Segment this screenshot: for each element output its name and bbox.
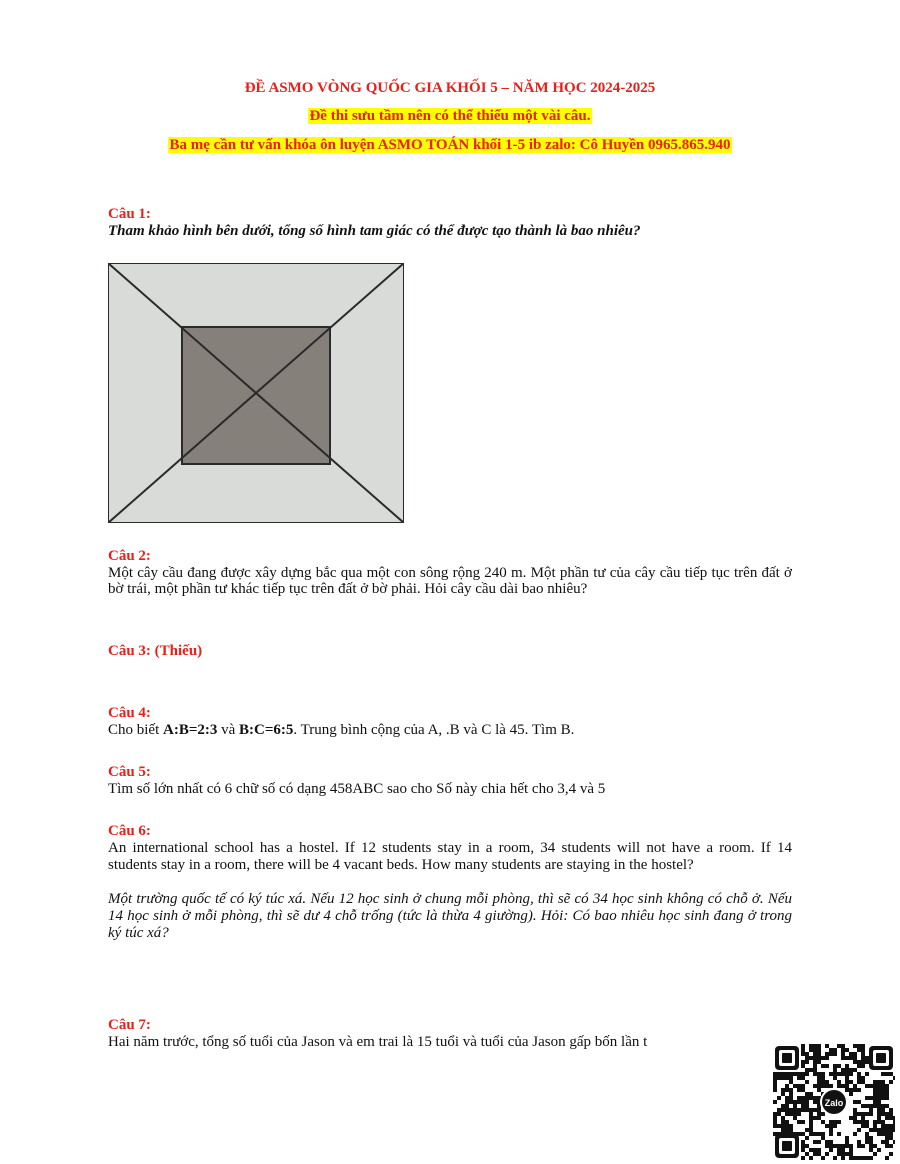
question-1-body: Tham khảo hình bên dưới, tổng số hình tam giác có thể được tạo thành là bao nhiêu? [108,223,641,239]
document-title: ĐỀ ASMO VÒNG QUỐC GIA KHỐI 5 – NĂM HỌC 2024-2025 [244,80,656,96]
collected-note-text: Đề thi sưu tầm nên có thể thiếu một vài câu. [309,108,591,124]
question-6-title: Câu 6: [108,823,151,839]
question-3-title: Câu 3: (Thiếu) [108,643,203,659]
qr-finder-top-right-icon [869,1046,893,1070]
question-7 [108,1017,764,1051]
qr-finder-top-left-icon [775,1046,799,1070]
question-1-title: Câu 1: [108,206,151,222]
zalo-qr-code [773,1044,895,1160]
contact-banner [0,137,900,154]
question-6-body-en: An international school has a hostel. If 12 students stay in a room, 34 students will not have a room. If 14 students stay in a room, there will be 4 vacant beds. How many students are staying in the hostel? [108,840,792,873]
question-4-title: Câu 4: [108,705,151,721]
question-5-body: Tìm số lớn nhất có 6 chữ số có dạng 458ABC sao cho Số này chia hết cho 3,4 và 5 [108,781,606,797]
question-4-body [108,722,792,739]
question-4-ratio-ab: A:B=2:3 [163,722,218,738]
question-5 [108,764,792,798]
question-4-text: và [217,722,240,738]
question-4-ratio-bc: B:C=6:5 [239,722,294,738]
qr-finder-bottom-left-icon [775,1134,799,1158]
question-4-text: . Trung bình cộng của A, .B và C là 45. Tìm B. [293,722,575,738]
question-6 [108,823,792,942]
question-2-title: Câu 2: [108,548,151,564]
collected-note [0,108,900,125]
contact-banner-text: Ba mẹ cần tư vấn khóa ôn luyện ASMO TOÁN khối 1-5 ib zalo: Cô Huyền 0965.865.940 [169,137,731,153]
question-4 [108,705,792,739]
question-3 [108,643,792,660]
question-6-body-vi: Một trường quốc tế có ký túc xá. Nếu 12 học sinh ở chung mỗi phòng, thì sẽ có 34 học sinh không có chỗ ở. Nếu 14 học sinh ở mỗi phòng, thì sẽ dư 4 chỗ trống (tức là thừa 4 giường). Hỏi: Có bao nhiêu học sinh đang ở trong ký túc xá? [108,891,792,941]
question-7-body: Hai năm trước, tổng số tuổi của Jason và em trai là 15 tuổi và tuổi của Jason gấp bốn lần t [108,1034,648,1050]
zalo-logo-icon: Zalo [824,1098,844,1108]
triangle-square-figure [108,263,404,523]
question-4-text: Cho biết [108,722,163,738]
question-7-title: Câu 7: [108,1017,151,1033]
question-5-title: Câu 5: [108,764,151,780]
question-2-body: Một cây cầu đang được xây dựng bắc qua một con sông rộng 240 m. Một phần tư của cây cầu tiếp tục trên đất ở bờ trái, một phần tư khác tiếp tục trên đất ở bờ phải. Hỏi cây cầu dài bao nhiêu? [108,565,792,597]
question-1 [108,206,792,240]
question-2 [108,548,792,597]
